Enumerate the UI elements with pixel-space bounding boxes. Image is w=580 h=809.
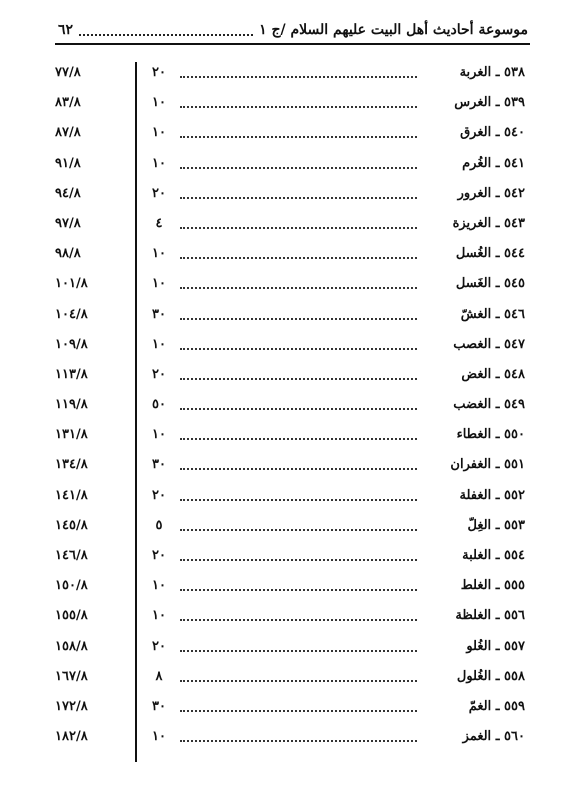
page-number: ٦٢	[58, 22, 74, 38]
entry-count: ١٠	[152, 608, 166, 624]
entry-count: ١٠	[152, 427, 166, 443]
leader-dots	[180, 680, 417, 682]
entry-count: ١٠	[152, 578, 166, 594]
index-entry	[55, 118, 525, 148]
entry-count: ١٠	[152, 95, 166, 111]
entry-reference: ٨٧/٨	[55, 125, 81, 141]
index-entry	[55, 179, 525, 209]
entry-count: ٢٠	[152, 487, 166, 503]
leader-dots	[180, 287, 417, 289]
leader-dots	[180, 136, 417, 138]
entry-label: ٥٥٣ ـ الغِلّ	[467, 517, 525, 533]
entry-reference: ١٤١/٨	[55, 487, 88, 503]
header-leader-dots	[79, 24, 253, 36]
leader-dots	[180, 710, 417, 712]
entry-count: ١٠	[152, 155, 166, 171]
entry-label: ٥٤٨ ـ الغض	[461, 366, 525, 382]
entry-count: ١٠	[152, 729, 166, 745]
entry-count: ٢٠	[152, 65, 166, 80]
entry-reference: ١٤٥/٨	[55, 517, 88, 533]
index-entry	[55, 450, 525, 480]
leader-dots	[180, 348, 417, 350]
leader-dots	[180, 499, 417, 501]
entry-reference: ١٣٤/٨	[55, 457, 88, 473]
running-title: موسوعة أحاديث أهل البيت عليهم السلام /ج ١	[259, 22, 528, 38]
entry-label: ٥٣٨ ـ الغربة	[459, 65, 525, 80]
entry-label: ٥٤٧ ـ الغصب	[453, 336, 525, 352]
leader-dots	[180, 589, 417, 591]
entry-label: ٥٤٦ ـ الغشّ	[460, 306, 525, 322]
entry-label: ٥٥٤ ـ الغلبة	[462, 548, 525, 563]
entry-count: ١٠	[152, 246, 166, 262]
entry-label: ٥٦٠ ـ الغمز	[462, 729, 525, 745]
leader-dots	[180, 619, 417, 621]
leader-dots	[180, 468, 417, 470]
entry-reference: ٩٤/٨	[55, 185, 81, 201]
entry-label: ٥٥٦ ـ الغلظة	[455, 608, 525, 624]
index-entry	[55, 239, 525, 269]
index-entry	[55, 330, 525, 360]
leader-dots	[180, 106, 417, 108]
entry-label: ٥٥٩ ـ الغمّ	[468, 698, 525, 714]
entry-reference: ١٤٦/٨	[55, 548, 88, 563]
entry-count: ٣٠	[152, 306, 166, 322]
entry-label: ٥٥٧ ـ الغُلو	[466, 638, 525, 654]
index-entry	[55, 601, 525, 631]
entry-reference: ١٣١/٨	[55, 427, 88, 443]
entry-reference: ١٠٤/٨	[55, 306, 88, 322]
entry-count: ٨	[155, 668, 163, 684]
leader-dots	[180, 408, 417, 410]
entry-reference: ٧٧/٨	[55, 65, 81, 80]
entry-count: ٢٠	[152, 638, 166, 654]
entry-label: ٥٥٢ ـ الغفلة	[459, 487, 525, 503]
index-entry	[55, 269, 525, 299]
entry-reference: ١١٩/٨	[55, 397, 88, 413]
index-entry	[55, 481, 525, 511]
index-entry	[55, 390, 525, 420]
header-rule	[55, 43, 530, 45]
leader-dots	[180, 318, 417, 320]
entry-reference: ١٠١/٨	[55, 276, 88, 292]
leader-dots	[180, 197, 417, 199]
leader-dots	[180, 740, 417, 742]
entry-label: ٥٣٩ ـ الغرس	[454, 95, 525, 111]
entry-reference: ٩٨/٨	[55, 246, 81, 262]
index-entry	[55, 209, 525, 239]
leader-dots	[180, 167, 417, 169]
leader-dots	[180, 227, 417, 229]
entry-count: ٥٠	[152, 397, 166, 413]
index-entry	[55, 360, 525, 390]
entry-reference: ١١٣/٨	[55, 366, 88, 382]
index-entry	[55, 571, 525, 601]
entry-count: ٣٠	[152, 457, 166, 473]
index-list	[55, 58, 525, 752]
entry-label: ٥٥٨ ـ الغُلول	[456, 668, 525, 684]
entry-label: ٥٤٥ ـ الغَسل	[455, 276, 525, 292]
leader-dots	[180, 76, 417, 78]
index-entry	[55, 541, 525, 571]
entry-count: ٤	[155, 215, 163, 231]
entry-count: ٣٠	[152, 698, 166, 714]
entry-count: ٥	[155, 517, 163, 533]
entry-label: ٥٤١ ـ الغُرم	[462, 155, 525, 171]
page-header	[58, 18, 528, 42]
entry-reference: ١٥٨/٨	[55, 638, 88, 654]
entry-label: ٥٤٢ ـ الغرور	[457, 185, 525, 201]
entry-label: ٥٤٠ ـ الغرق	[460, 125, 525, 141]
entry-reference: ١٥٠/٨	[55, 578, 88, 594]
entry-count: ١٠	[152, 336, 166, 352]
entry-label: ٥٥٠ ـ الغطاء	[456, 427, 525, 443]
entry-count: ٢٠	[152, 366, 166, 382]
leader-dots	[180, 650, 417, 652]
index-entry	[55, 420, 525, 450]
index-entry	[55, 662, 525, 692]
entry-reference: ١٠٩/٨	[55, 336, 88, 352]
entry-label: ٥٥١ ـ الغفران	[450, 457, 525, 473]
entry-reference: ١٧٢/٨	[55, 698, 88, 714]
leader-dots	[180, 438, 417, 440]
entry-label: ٥٤٣ ـ الغريزة	[452, 215, 525, 231]
index-entry	[55, 88, 525, 118]
entry-count: ٢٠	[152, 185, 166, 201]
entry-reference: ٩١/٨	[55, 155, 81, 171]
entry-reference: ١٥٥/٨	[55, 608, 88, 624]
entry-reference: ١٦٧/٨	[55, 668, 88, 684]
entry-count: ١٠	[152, 125, 166, 141]
index-entry	[55, 722, 525, 752]
leader-dots	[180, 529, 417, 531]
index-entry	[55, 632, 525, 662]
entry-count: ١٠	[152, 276, 166, 292]
leader-dots	[180, 257, 417, 259]
index-entry	[55, 300, 525, 330]
index-entry	[55, 511, 525, 541]
index-entry	[55, 58, 525, 88]
entry-label: ٥٤٩ ـ الغضب	[453, 397, 525, 413]
leader-dots	[180, 378, 417, 380]
entry-reference: ١٨٢/٨	[55, 729, 88, 745]
entry-reference: ٩٧/٨	[55, 215, 81, 231]
index-entry	[55, 149, 525, 179]
index-entry	[55, 692, 525, 722]
leader-dots	[180, 559, 417, 561]
entry-label: ٥٥٥ ـ الغلط	[460, 578, 525, 594]
entry-reference: ٨٣/٨	[55, 95, 81, 111]
entry-label: ٥٤٤ ـ الغُسل	[455, 246, 525, 262]
entry-count: ٢٠	[152, 548, 166, 563]
